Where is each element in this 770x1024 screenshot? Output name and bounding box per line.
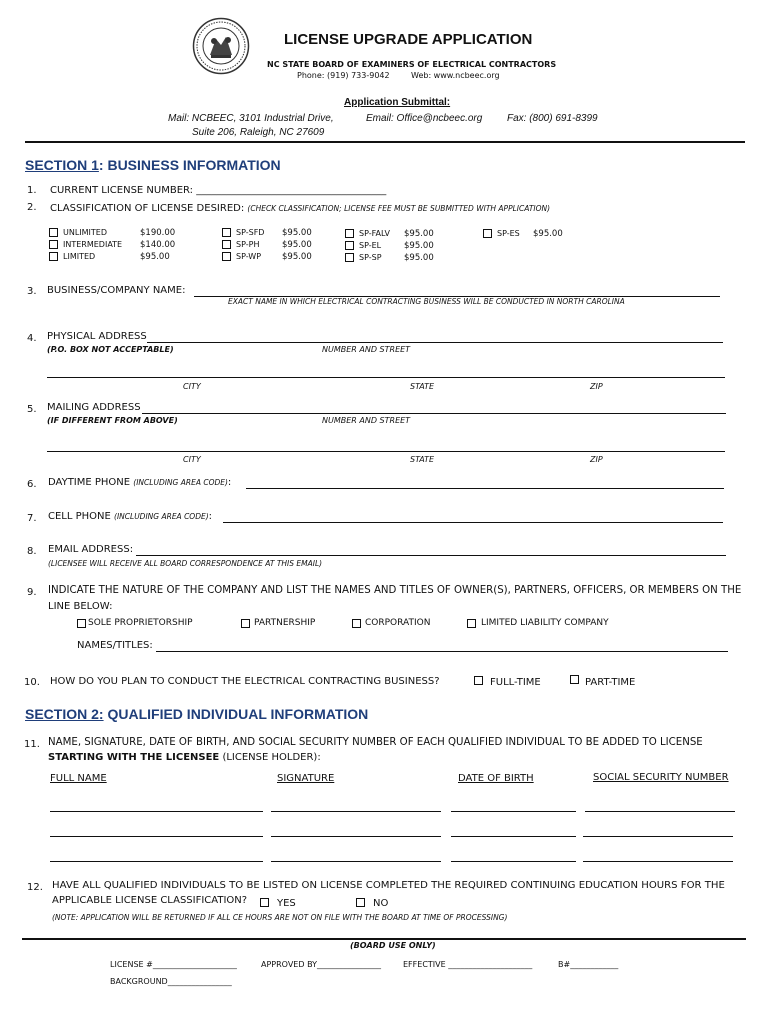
checkbox-corporation[interactable] <box>352 619 361 628</box>
qi-row2-name[interactable] <box>50 836 263 837</box>
q3-business-name: BUSINESS/COMPANY NAME: <box>47 285 186 296</box>
qi-row1-name[interactable] <box>50 811 263 812</box>
section1-heading <box>25 157 281 173</box>
q4-state: STATE <box>410 382 435 391</box>
q2-classification <box>50 203 550 214</box>
checkbox-partnership[interactable] <box>241 619 250 628</box>
q3-note: EXACT NAME IN WHICH ELECTRICAL CONTRACTING BUSINESS WILL BE CONDUCTED IN NORTH CAROLINA <box>228 297 625 306</box>
checkbox-ce-no[interactable] <box>356 898 365 907</box>
page-title: LICENSE UPGRADE APPLICATION <box>284 31 533 48</box>
class-sp-falv-fee: $95.00 <box>404 229 434 239</box>
q7-label: CELL PHONE <box>48 511 111 522</box>
class-limited-label: LIMITED <box>63 252 96 261</box>
q7-cell-phone: CELL PHONE (INCLUDING AREA CODE): <box>48 511 213 522</box>
q11-line2 <box>48 752 321 763</box>
board-effective: EFFECTIVE _____________________ <box>403 960 533 969</box>
q6-number: 6. <box>27 479 37 490</box>
q8-email-address: EMAIL ADDRESS: <box>48 544 134 555</box>
q7-number: 7. <box>27 513 37 524</box>
checkbox-sp-falv[interactable] <box>345 229 354 238</box>
q9-line2: LINE BELOW: <box>48 601 113 612</box>
checkbox-unlimited[interactable] <box>49 228 58 237</box>
checkbox-ce-yes[interactable] <box>260 898 269 907</box>
q5-note: (IF DIFFERENT FROM ABOVE) <box>47 416 178 425</box>
qi-row1-dob[interactable] <box>451 811 576 812</box>
checkbox-sp-el[interactable] <box>345 241 354 250</box>
q4-zip: ZIP <box>590 382 603 391</box>
q6-note: (INCLUDING AREA CODE) <box>133 478 228 487</box>
q3-number: 3. <box>27 286 37 297</box>
q6-daytime-phone: DAYTIME PHONE (INCLUDING AREA CODE): <box>48 477 232 488</box>
partnership-label: PARTNERSHIP <box>254 618 316 628</box>
col-ssn: SOCIAL SECURITY NUMBER <box>593 772 729 783</box>
q11-starting-with-licensee: STARTING WITH THE LICENSEE <box>48 752 220 763</box>
q4-number-street: NUMBER AND STREET <box>322 345 411 354</box>
q5-mailing-address: MAILING ADDRESS <box>47 402 141 413</box>
q4-number: 4. <box>27 333 37 344</box>
qi-row3-ssn[interactable] <box>583 861 733 862</box>
class-sp-sp-fee: $95.00 <box>404 253 434 263</box>
qi-row2-signature[interactable] <box>271 836 441 837</box>
q8-number: 8. <box>27 546 37 557</box>
q8-note: (LICENSEE WILL RECEIVE ALL BOARD CORRESPONDENCE AT THIS EMAIL) <box>48 559 323 568</box>
q12-note: (NOTE: APPLICATION WILL BE RETURNED IF ALL CE HOURS ARE NOT ON FILE WITH THE BOARD AT TIME OF PROCESSING) <box>52 913 508 922</box>
q4-note: (P.O. BOX NOT ACCEPTABLE) <box>47 345 174 354</box>
daytime-phone-input[interactable] <box>246 488 724 489</box>
section2-title: QUALIFIED INDIVIDUAL INFORMATION <box>103 706 369 722</box>
q5-number-street: NUMBER AND STREET <box>322 416 411 425</box>
board-email: Email: Office@ncbeec.org <box>366 113 483 124</box>
cell-phone-input[interactable] <box>223 522 723 523</box>
class-unlimited-fee: $190.00 <box>140 228 176 238</box>
checkbox-sp-es[interactable] <box>483 229 492 238</box>
physical-address-street-input[interactable] <box>147 342 723 343</box>
state-seal <box>192 17 250 75</box>
current-license-input[interactable] <box>202 184 442 197</box>
q9-number: 9. <box>27 587 37 598</box>
section2-heading <box>25 706 368 722</box>
qi-row3-name[interactable] <box>50 861 263 862</box>
checkbox-intermediate[interactable] <box>49 240 58 249</box>
board-use-divider <box>22 938 746 940</box>
class-sp-el-fee: $95.00 <box>404 241 434 251</box>
qi-row2-dob[interactable] <box>451 836 576 837</box>
class-sp-falv-label: SP-FALV <box>359 229 391 238</box>
class-intermediate-label: INTERMEDIATE <box>63 240 123 249</box>
q2-label: CLASSIFICATION OF LICENSE DESIRED: <box>50 203 245 214</box>
q11-number: 11. <box>24 739 40 750</box>
board-license-number: LICENSE #_____________________ <box>110 960 237 969</box>
q2-number: 2. <box>27 202 37 213</box>
q5-city: CITY <box>183 455 201 464</box>
qi-row1-signature[interactable] <box>271 811 441 812</box>
corporation-label: CORPORATION <box>365 618 431 628</box>
checkbox-sp-ph[interactable] <box>222 240 231 249</box>
class-sp-ph-label: SP-PH <box>236 240 260 249</box>
checkbox-sole-proprietorship[interactable] <box>77 619 86 628</box>
physical-address-city-input[interactable] <box>47 377 725 378</box>
q4-physical-address: PHYSICAL ADDRESS <box>47 331 147 342</box>
ce-no-label: NO <box>373 898 389 909</box>
class-sp-es-fee: $95.00 <box>533 229 563 239</box>
board-approved-by: APPROVED BY________________ <box>261 960 382 969</box>
checkbox-sp-sfd[interactable] <box>222 228 231 237</box>
section2-prefix: SECTION 2: <box>25 706 104 722</box>
llc-label: LIMITED LIABILITY COMPANY <box>481 618 609 628</box>
q6-label: DAYTIME PHONE <box>48 477 131 488</box>
q12-number: 12. <box>27 882 43 893</box>
q5-state: STATE <box>410 455 435 464</box>
class-sp-ph-fee: $95.00 <box>282 240 312 250</box>
board-background: BACKGROUND________________ <box>110 977 232 986</box>
q1-current-license: CURRENT LICENSE NUMBER: ______________________________________ <box>50 185 387 196</box>
class-sp-es-label: SP-ES <box>497 229 520 238</box>
q10-number: 10. <box>24 677 40 688</box>
q5-zip: ZIP <box>590 455 603 464</box>
checkbox-sp-sp[interactable] <box>345 253 354 262</box>
q1-number: 1. <box>27 185 37 196</box>
q11-line1: NAME, SIGNATURE, DATE OF BIRTH, AND SOCIAL SECURITY NUMBER OF EACH QUALIFIED INDIVIDUAL TO BE ADDED TO LICENSE <box>48 737 703 748</box>
q7-note: (INCLUDING AREA CODE) <box>114 512 209 521</box>
class-sp-sp-label: SP-SP <box>359 253 382 262</box>
checkbox-part-time[interactable] <box>570 675 579 684</box>
qi-row3-dob[interactable] <box>451 861 576 862</box>
names-titles-input[interactable] <box>156 651 728 652</box>
board-fax: Fax: (800) 691-8399 <box>507 113 598 124</box>
class-limited-fee: $95.00 <box>140 252 170 262</box>
q4-city: CITY <box>183 382 201 391</box>
submittal-label: Application Submittal: <box>344 97 451 108</box>
q9-line1: INDICATE THE NATURE OF THE COMPANY AND LIST THE NAMES AND TITLES OF OWNER(S), PARTNERS, OFFICERS, OR MEMBERS ON THE <box>48 585 742 596</box>
checkbox-sp-wp[interactable] <box>222 252 231 261</box>
col-full-name: FULL NAME <box>50 773 107 784</box>
q2-note: (CHECK CLASSIFICATION; LICENSE FEE MUST BE SUBMITTED WITH APPLICATION) <box>247 204 551 213</box>
checkbox-limited[interactable] <box>49 252 58 261</box>
q5-number: 5. <box>27 404 37 415</box>
class-sp-sfd-fee: $95.00 <box>282 228 312 238</box>
board-use-title: (BOARD USE ONLY) <box>350 941 436 950</box>
email-address-input[interactable] <box>136 555 726 556</box>
class-unlimited-label: UNLIMITED <box>63 228 108 237</box>
q12-line2: APPLICABLE LICENSE CLASSIFICATION? <box>52 895 248 906</box>
section1-title: : BUSINESS INFORMATION <box>98 157 281 173</box>
board-web: Web: www.ncbeec.org <box>411 71 500 80</box>
section1-prefix: SECTION 1 <box>25 157 99 173</box>
class-sp-sfd-label: SP-SFD <box>236 228 265 237</box>
checkbox-full-time[interactable] <box>474 676 483 685</box>
mail-address-line1: Mail: NCBEEC, 3101 Industrial Drive, <box>168 113 334 124</box>
class-sp-el-label: SP-EL <box>359 241 382 250</box>
board-phone: Phone: (919) 733-9042 <box>297 71 390 80</box>
qi-row3-signature[interactable] <box>271 861 441 862</box>
part-time-label: PART-TIME <box>585 677 636 688</box>
q11-license-holder: (LICENSE HOLDER): <box>219 752 321 763</box>
header-divider <box>25 141 745 143</box>
names-titles-label: NAMES/TITLES: <box>77 640 153 651</box>
board-name: NC STATE BOARD OF EXAMINERS OF ELECTRICAL CONTRACTORS <box>267 60 557 69</box>
sole-proprietorship-label: SOLE PROPRIETORSHIP <box>88 618 193 628</box>
class-sp-wp-label: SP-WP <box>236 252 262 261</box>
col-signature: SIGNATURE <box>277 773 335 784</box>
board-b-number: B#____________ <box>558 960 619 969</box>
mail-address-line2: Suite 206, Raleigh, NC 27609 <box>192 127 325 138</box>
ce-yes-label: YES <box>277 898 296 909</box>
q12-line1: HAVE ALL QUALIFIED INDIVIDUALS TO BE LISTED ON LICENSE COMPLETED THE REQUIRED CONTINUING EDUCATION HOURS FOR THE <box>52 880 725 891</box>
qi-row2-ssn[interactable] <box>583 836 733 837</box>
q10-conduct-business: HOW DO YOU PLAN TO CONDUCT THE ELECTRICAL CONTRACTING BUSINESS? <box>50 676 440 687</box>
full-time-label: FULL-TIME <box>490 677 541 688</box>
qi-row1-ssn[interactable] <box>585 811 735 812</box>
col-date-of-birth: DATE OF BIRTH <box>458 773 534 784</box>
mailing-address-street-input[interactable] <box>142 413 726 414</box>
class-sp-wp-fee: $95.00 <box>282 252 312 262</box>
mailing-address-city-input[interactable] <box>47 451 725 452</box>
class-intermediate-fee: $140.00 <box>140 240 176 250</box>
checkbox-llc[interactable] <box>467 619 476 628</box>
